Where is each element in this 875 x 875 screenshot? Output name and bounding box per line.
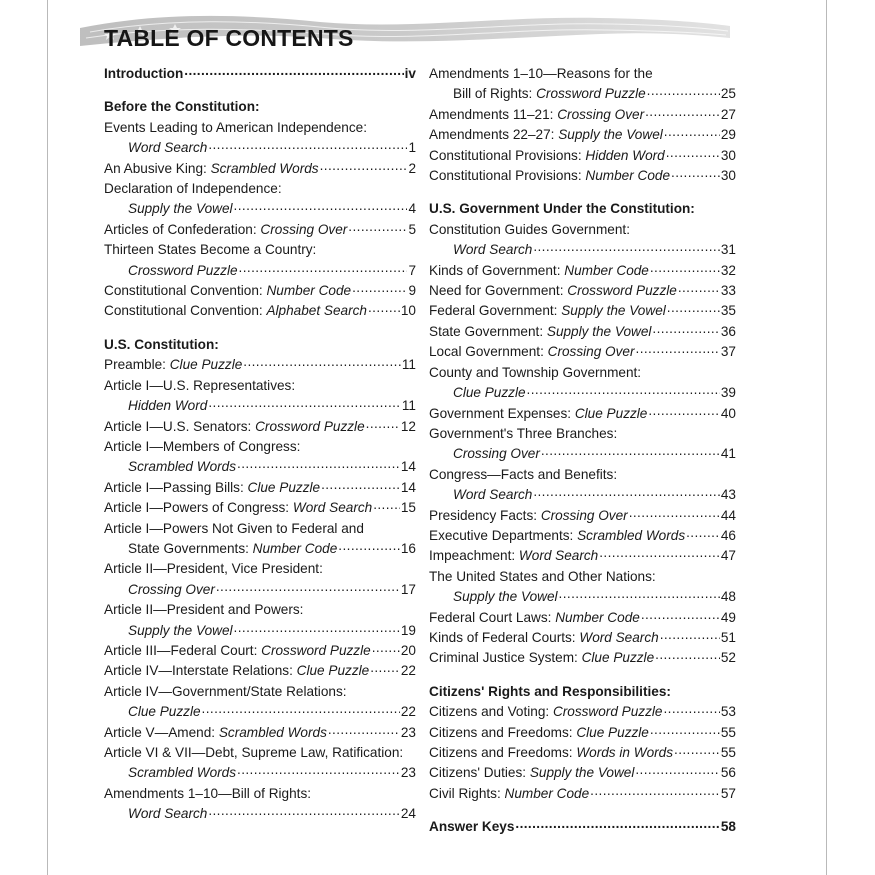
page-number: 30: [720, 168, 736, 184]
entry-topic: Constitutional Provisions:: [429, 147, 586, 163]
entry-label: [453, 84, 646, 104]
page-number: 48: [720, 589, 736, 605]
activity-type: Clue Puzzle: [581, 650, 655, 666]
activity-type: Supply the Vowel: [529, 765, 635, 781]
dot-leader: [372, 638, 400, 658]
dot-leader: [678, 278, 720, 298]
toc-entry[interactable]: [104, 723, 416, 743]
dot-leader: [338, 536, 400, 556]
toc-column-right: [429, 64, 736, 838]
section-heading: Before the Constitution:: [104, 99, 260, 115]
dot-leader: [208, 135, 407, 155]
entry-label: [429, 723, 649, 743]
toc-entry[interactable]: [429, 404, 736, 424]
entry-topic: Amendments 1–10—Bill of Rights:: [104, 785, 312, 801]
entry-topic: Article I—Powers Not Given to Federal and: [104, 520, 364, 536]
entry-label: [128, 138, 207, 158]
activity-type: Number Code: [555, 609, 640, 625]
toc-entry[interactable]: [104, 159, 416, 179]
dot-leader: [541, 441, 720, 461]
activity-type: Word Search: [128, 140, 208, 156]
dot-leader: [208, 393, 401, 413]
entry-topic: Article II—President and Powers:: [104, 602, 304, 618]
dot-leader: [650, 720, 720, 740]
entry-label: [429, 322, 651, 342]
page-number: 39: [720, 385, 736, 401]
activity-type: Scrambled Words: [128, 459, 237, 475]
entry-label: [128, 396, 207, 416]
entry-topic: Executive Departments:: [429, 527, 578, 543]
toc-entry[interactable]: [104, 478, 416, 498]
entry-label: [128, 261, 238, 281]
entry-topic: Constitutional Convention:: [104, 283, 267, 299]
activity-type: Word Search: [292, 500, 373, 516]
dot-leader: [239, 258, 408, 278]
activity-type: Scrambled Words: [128, 765, 237, 781]
toc-entry[interactable]: [104, 763, 416, 783]
entry-topic: Article I—Passing Bills:: [104, 479, 248, 495]
entry-topic: Introduction: [104, 66, 184, 81]
activity-type: Crossword Puzzle: [128, 262, 238, 278]
page-number: 30: [720, 147, 736, 163]
page-number: 14: [400, 479, 416, 495]
activity-type: Clue Puzzle: [296, 663, 370, 679]
activity-type: Crossword Puzzle: [255, 418, 365, 434]
entry-label: [429, 817, 514, 837]
entry-topic: Article VI & VII—Debt, Supreme Law, Ratification:: [104, 745, 404, 760]
toc-entry[interactable]: [429, 546, 736, 566]
page-number: 19: [400, 622, 416, 638]
activity-type: Hidden Word: [585, 147, 665, 163]
activity-type: Number Code: [564, 262, 649, 278]
page-number: 55: [720, 724, 736, 740]
page-number: 46: [720, 527, 736, 543]
activity-type: Hidden Word: [128, 398, 208, 414]
entry-topic: Article I—U.S. Representatives:: [104, 377, 296, 393]
entry-label: [104, 641, 371, 661]
dot-leader: [636, 339, 720, 359]
activity-type: Clue Puzzle: [453, 385, 526, 401]
activity-type: Clue Puzzle: [576, 724, 649, 740]
page-number: 24: [400, 806, 416, 822]
activity-type: Word Search: [579, 629, 659, 645]
dot-leader: [648, 401, 720, 421]
page-number: 11: [401, 357, 416, 373]
activity-type: Crossing Over: [128, 581, 215, 597]
entry-topic: Article IV—Interstate Relations:: [104, 663, 297, 679]
dot-leader: [243, 352, 401, 372]
entry-label: [429, 608, 640, 628]
page-number: iv: [404, 66, 416, 81]
entry-topic: Kinds of Federal Courts:: [429, 629, 580, 645]
page-number: 2: [408, 160, 416, 176]
dot-leader: [208, 801, 400, 821]
entry-label: [453, 485, 532, 505]
page-number: 37: [720, 344, 736, 360]
activity-type: Clue Puzzle: [247, 479, 321, 495]
dot-leader: [216, 577, 400, 597]
entry-topic: Amendments 22–27:: [429, 127, 559, 143]
dot-leader: [663, 699, 719, 719]
page-number: 22: [400, 663, 416, 679]
activity-type: Words in Words: [576, 745, 674, 760]
entry-topic: Preamble:: [104, 357, 170, 373]
toc-entry[interactable]: [104, 64, 416, 84]
dot-leader: [533, 237, 720, 257]
toc-entry[interactable]: [429, 817, 736, 837]
entry-label: [104, 355, 242, 375]
activity-type: Crossword Puzzle: [536, 86, 646, 102]
activity-type: Clue Puzzle: [574, 405, 648, 421]
entry-topic: The United States and Other Nations:: [429, 568, 656, 584]
dot-leader: [641, 605, 720, 625]
activity-type: Scrambled Words: [210, 160, 319, 176]
page-number: 27: [720, 106, 736, 122]
activity-type: Number Code: [266, 283, 352, 299]
entry-label: [104, 417, 365, 437]
activity-type: Crossword Puzzle: [567, 283, 677, 299]
activity-type: Supply the Vowel: [558, 127, 663, 143]
entry-topic: Amendments 1–10—Reasons for the: [429, 66, 653, 81]
entry-topic: Congress—Facts and Benefits:: [429, 466, 618, 482]
page-number: 20: [400, 642, 416, 658]
toc-entry[interactable]: [104, 417, 416, 437]
entry-topic: Bill of Rights:: [453, 86, 537, 102]
entry-topic: Events Leading to American Independence:: [104, 119, 368, 135]
dot-leader: [234, 196, 408, 216]
entry-label: [429, 261, 649, 281]
dot-leader: [321, 475, 400, 495]
entry-label: [429, 404, 647, 424]
page-number: 44: [720, 507, 736, 523]
activity-type: Supply the Vowel: [546, 323, 652, 339]
dot-leader: [629, 503, 720, 523]
dot-leader: [370, 658, 400, 678]
page-number: 29: [720, 127, 736, 143]
activity-type: Crossing Over: [547, 344, 635, 360]
dot-leader: [655, 645, 720, 665]
page-number: 36: [720, 323, 736, 339]
page-number: 12: [400, 418, 416, 434]
entry-label: [128, 804, 207, 824]
dot-leader: [328, 720, 400, 740]
activity-type: Supply the Vowel: [561, 303, 666, 319]
toc-entry[interactable]: [429, 444, 736, 464]
dot-leader: [515, 814, 719, 834]
page-number: 49: [720, 609, 736, 625]
toc-entry[interactable]: [104, 355, 416, 375]
entry-label: [128, 621, 233, 641]
toc-entry[interactable]: [104, 621, 416, 641]
dot-leader: [671, 163, 720, 183]
page-number: 52: [720, 650, 736, 666]
entry-topic: Federal Court Laws:: [429, 609, 556, 625]
page-number: 43: [720, 487, 736, 503]
toc-entry[interactable]: [104, 661, 416, 681]
entry-label: [429, 648, 654, 668]
dot-leader: [348, 217, 407, 237]
page-number: 14: [400, 459, 416, 475]
entry-topic: Amendments 11–21:: [429, 106, 558, 122]
dot-leader: [650, 258, 720, 278]
dot-leader: [366, 414, 400, 434]
entry-label: [429, 146, 665, 166]
toc-entry[interactable]: [104, 539, 416, 559]
entry-label: [128, 702, 201, 722]
dot-leader: [559, 584, 720, 604]
page-number: 53: [720, 704, 736, 720]
page-number: 32: [720, 262, 736, 278]
activity-type: Scrambled Words: [218, 724, 327, 740]
entry-label: [104, 478, 320, 498]
activity-type: Supply the Vowel: [128, 201, 233, 217]
entry-topic: Declaration of Independence:: [104, 181, 282, 197]
entry-label: [128, 539, 337, 559]
dot-leader: [373, 495, 400, 515]
activity-type: Word Search: [518, 548, 599, 564]
dot-leader: [352, 278, 407, 298]
entry-label: [429, 125, 663, 145]
entry-topic: An Abusive King:: [104, 160, 211, 176]
page-number: 11: [401, 398, 416, 414]
page-number: 41: [720, 446, 736, 462]
toc-column-left: [104, 64, 416, 825]
activity-type: Clue Puzzle: [169, 357, 243, 373]
entry-label: [429, 105, 644, 125]
dot-leader: [234, 618, 400, 638]
activity-type: Number Code: [585, 168, 671, 184]
dot-leader: [590, 781, 720, 801]
entry-topic: State Governments:: [128, 540, 253, 556]
page-number: 35: [720, 303, 736, 319]
page-number: 10: [400, 303, 416, 319]
toc-entry[interactable]: [104, 580, 416, 600]
entry-topic: Citizens and Freedoms:: [429, 745, 577, 760]
activity-type: Crossing Over: [260, 221, 348, 237]
page-number: 15: [400, 500, 416, 516]
page-number: 17: [400, 581, 416, 597]
page-number: 31: [720, 242, 736, 258]
entry-topic: Government Expenses:: [429, 405, 575, 421]
page-number: 23: [400, 765, 416, 781]
entry-label: [104, 661, 369, 681]
dot-leader: [652, 319, 719, 339]
page-number: 23: [400, 724, 416, 740]
entry-topic: Articles of Confederation:: [104, 221, 261, 237]
entry-label: [429, 546, 598, 566]
dot-leader: [237, 760, 400, 780]
page-number: 5: [408, 221, 416, 237]
entry-topic: Thirteen States Become a Country:: [104, 242, 317, 258]
entry-label: [128, 199, 233, 219]
page-number: 1: [408, 140, 416, 156]
page-number: 16: [400, 540, 416, 556]
entry-label: [104, 281, 351, 301]
activity-type: Number Code: [252, 540, 338, 556]
dot-leader: [645, 102, 720, 122]
section-heading: U.S. Government Under the Constitution:: [429, 201, 695, 217]
entry-topic: Article I—Powers of Congress:: [104, 500, 293, 516]
dot-leader: [660, 625, 720, 645]
entry-label: [429, 702, 662, 722]
entry-topic: Constitution Guides Government:: [429, 221, 630, 237]
entry-topic: Constitutional Provisions:: [429, 168, 586, 184]
entry-label: [128, 457, 236, 477]
entry-topic: Article V—Amend:: [104, 724, 219, 740]
entry-label: [453, 587, 558, 607]
toc-entry[interactable]: [104, 498, 416, 518]
entry-label: [429, 342, 635, 362]
activity-type: Scrambled Words: [577, 527, 686, 543]
activity-type: Alphabet Search: [266, 303, 367, 319]
page-number: 4: [408, 201, 416, 217]
entry-topic: Criminal Justice System:: [429, 650, 582, 666]
activity-type: Word Search: [453, 487, 533, 503]
entry-topic: Impeachment:: [429, 548, 519, 564]
entry-topic: Presidency Facts:: [429, 507, 541, 523]
page-number: 7: [408, 262, 416, 278]
entry-label: [104, 498, 372, 518]
dot-leader: [667, 298, 720, 318]
dot-leader: [527, 380, 720, 400]
section-heading: U.S. Constitution:: [104, 336, 219, 352]
entry-topic: Government's Three Branches:: [429, 425, 618, 441]
toc-entry[interactable]: [429, 784, 736, 804]
page-number: 25: [720, 86, 736, 102]
activity-type: Supply the Vowel: [453, 589, 558, 605]
entry-label: [429, 506, 628, 526]
page-number: 58: [720, 819, 736, 835]
page-number: 33: [720, 283, 736, 299]
dot-leader: [664, 122, 720, 142]
entry-topic: Article III—Federal Court:: [104, 642, 262, 658]
entry-label: [453, 240, 532, 260]
entry-topic: Article I—Members of Congress:: [104, 438, 301, 454]
page-number: 9: [408, 283, 416, 299]
entry-topic: Citizens and Freedoms:: [429, 724, 577, 740]
activity-type: Word Search: [453, 242, 533, 258]
entry-label: [104, 159, 319, 179]
page-title: TABLE OF CONTENTS: [104, 25, 354, 51]
entry-label: [104, 220, 347, 240]
entry-label: [429, 301, 666, 321]
page-number: 51: [720, 629, 736, 645]
entry-topic: Constitutional Convention:: [104, 303, 267, 319]
activity-type: Crossing Over: [453, 446, 540, 462]
toc-entry[interactable]: [104, 641, 416, 661]
dot-leader: [635, 760, 720, 780]
activity-type: Word Search: [128, 806, 208, 822]
dot-leader: [368, 298, 400, 318]
entry-topic: Need for Government:: [429, 283, 568, 299]
activity-type: Crossword Puzzle: [261, 642, 371, 658]
entry-topic: State Government:: [429, 323, 547, 339]
section-heading: Citizens' Rights and Responsibilities:: [429, 683, 671, 699]
dot-leader: [320, 156, 408, 176]
toc-entry[interactable]: [104, 804, 416, 824]
dot-leader: [237, 454, 400, 474]
page-number: 22: [400, 704, 416, 720]
page-number: 56: [720, 765, 736, 781]
entry-label: [104, 301, 367, 321]
entry-topic: Local Government:: [429, 344, 548, 360]
entry-label: [453, 383, 526, 403]
activity-type: Crossing Over: [557, 106, 645, 122]
entry-label: [128, 763, 236, 783]
entry-topic: Kinds of Government:: [429, 262, 565, 278]
dot-leader: [184, 61, 403, 81]
page-number: 55: [720, 745, 736, 760]
entry-label: [429, 784, 589, 804]
entry-topic: Federal Government:: [429, 303, 562, 319]
entry-topic: Article I—U.S. Senators:: [104, 418, 256, 434]
activity-type: Crossword Puzzle: [552, 704, 663, 720]
dot-leader: [666, 143, 720, 163]
entry-topic: County and Township Government:: [429, 364, 642, 380]
entry-label: [128, 580, 215, 600]
activity-type: Supply the Vowel: [128, 622, 233, 638]
activity-type: Number Code: [504, 785, 590, 801]
toc-entry[interactable]: [429, 342, 736, 362]
dot-leader: [533, 482, 720, 502]
entry-topic: Citizens and Voting:: [429, 704, 553, 720]
entry-label: [104, 64, 183, 84]
dot-leader: [647, 81, 720, 101]
toc-entry[interactable]: [429, 166, 736, 186]
entry-topic: Article IV—Government/State Relations:: [104, 683, 347, 699]
dot-leader: [674, 740, 720, 760]
entry-label: [429, 628, 659, 648]
entry-topic: Answer Keys: [429, 819, 515, 835]
page-number: 57: [720, 785, 736, 801]
dot-leader: [202, 699, 400, 719]
entry-label: [453, 444, 540, 464]
entry-label: [429, 166, 670, 186]
entry-topic: Citizens' Duties:: [429, 765, 530, 781]
entry-topic: Article II—President, Vice President:: [104, 561, 323, 577]
entry-label: [429, 281, 677, 301]
entry-topic: Civil Rights:: [429, 785, 505, 801]
entry-label: [104, 723, 327, 743]
page-number: 40: [720, 405, 736, 421]
toc-entry[interactable]: [104, 301, 416, 321]
toc-entry[interactable]: [104, 220, 416, 240]
activity-type: Clue Puzzle: [128, 704, 201, 720]
toc-entry[interactable]: [429, 648, 736, 668]
activity-type: Crossing Over: [540, 507, 628, 523]
page-number: 47: [720, 548, 736, 564]
dot-leader: [686, 523, 720, 543]
dot-leader: [599, 543, 720, 563]
